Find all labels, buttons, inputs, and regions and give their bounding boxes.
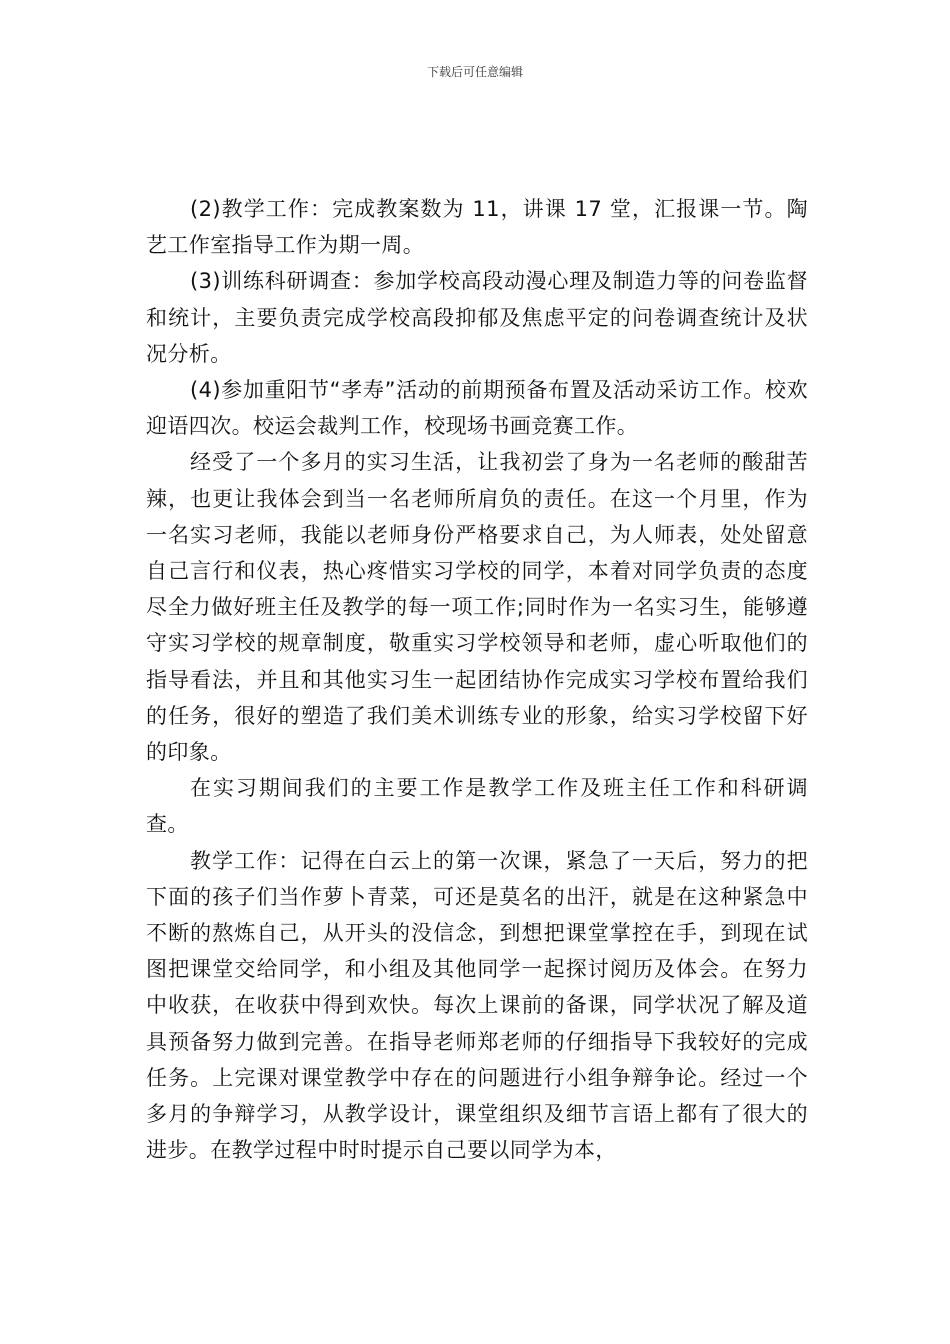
paragraph-activities: (4)参加重阳节“孝寿”活动的前期预备布置及活动采访工作。校欢迎语四次。校运会裁判工作，校现场书画竞赛工作。 — [146, 378, 808, 439]
paragraph-main-work: 在实习期间我们的主要工作是教学工作及班主任工作和科研调查。 — [146, 776, 808, 837]
paragraph-internship-experience: 经受了一个多月的实习生活，让我初尝了身为一名老师的酸甜苦辣，也更让我体会到当一名老师所肩负的责任。在这一个月里，作为一名实习老师，我能以老师身份严格要求自己，为人师表，处处留意自己言行和仪表，热心疼惜实习学校的同学，本着对同学负责的态度尽全力做好班主任及教学的每一项工作;同时作为一名实习生，能够遵守实习学校的规章制度，敬重实习学校领导和老师，虚心听取他们的指导看法，并且和其他实习生一起团结协作完成实习学校布置给我们的任务，很好的塑造了我们美术训练专业的形象，给实习学校留下好的印象。 — [146, 450, 808, 765]
paragraph-teaching-reflection: 教学工作：记得在白云上的第一次课，紧急了一天后，努力的把下面的孩子们当作萝卜青菜，可还是莫名的出汗，就是在这种紧急中不断的熬炼自己，从开头的没信念，到想把课堂掌控在手，到现在试图把课堂交给同学，和小组及其他同学一起探讨阅历及体会。在努力中收获，在收获中得到欢快。每次上课前的备课，同学状况了解及道具预备努力做到完善。在指导老师郑老师的仔细指导下我较好的完成任务。上完课对课堂教学中存在的问题进行小组争辩争论。经过一个多月的争辩学习，从教学设计，课堂组织及细节言语上都有了很大的进步。在教学过程中时时提示自己要以同学为本， — [146, 848, 808, 1163]
page-header-note: 下载后可任意编辑 — [426, 65, 523, 79]
paragraph-teaching-work: (2)教学工作：完成教案数为 11，讲课 17 堂，汇报课一节。陶艺工作室指导工作为期一周。 — [146, 197, 808, 258]
document-body — [146, 191, 808, 1168]
paragraph-research-survey: (3)训练科研调查：参加学校高段动漫心理及制造力等的问卷监督和统计，主要负责完成学校高段抑郁及焦虑平定的问卷调查统计及状况分析。 — [146, 269, 808, 366]
